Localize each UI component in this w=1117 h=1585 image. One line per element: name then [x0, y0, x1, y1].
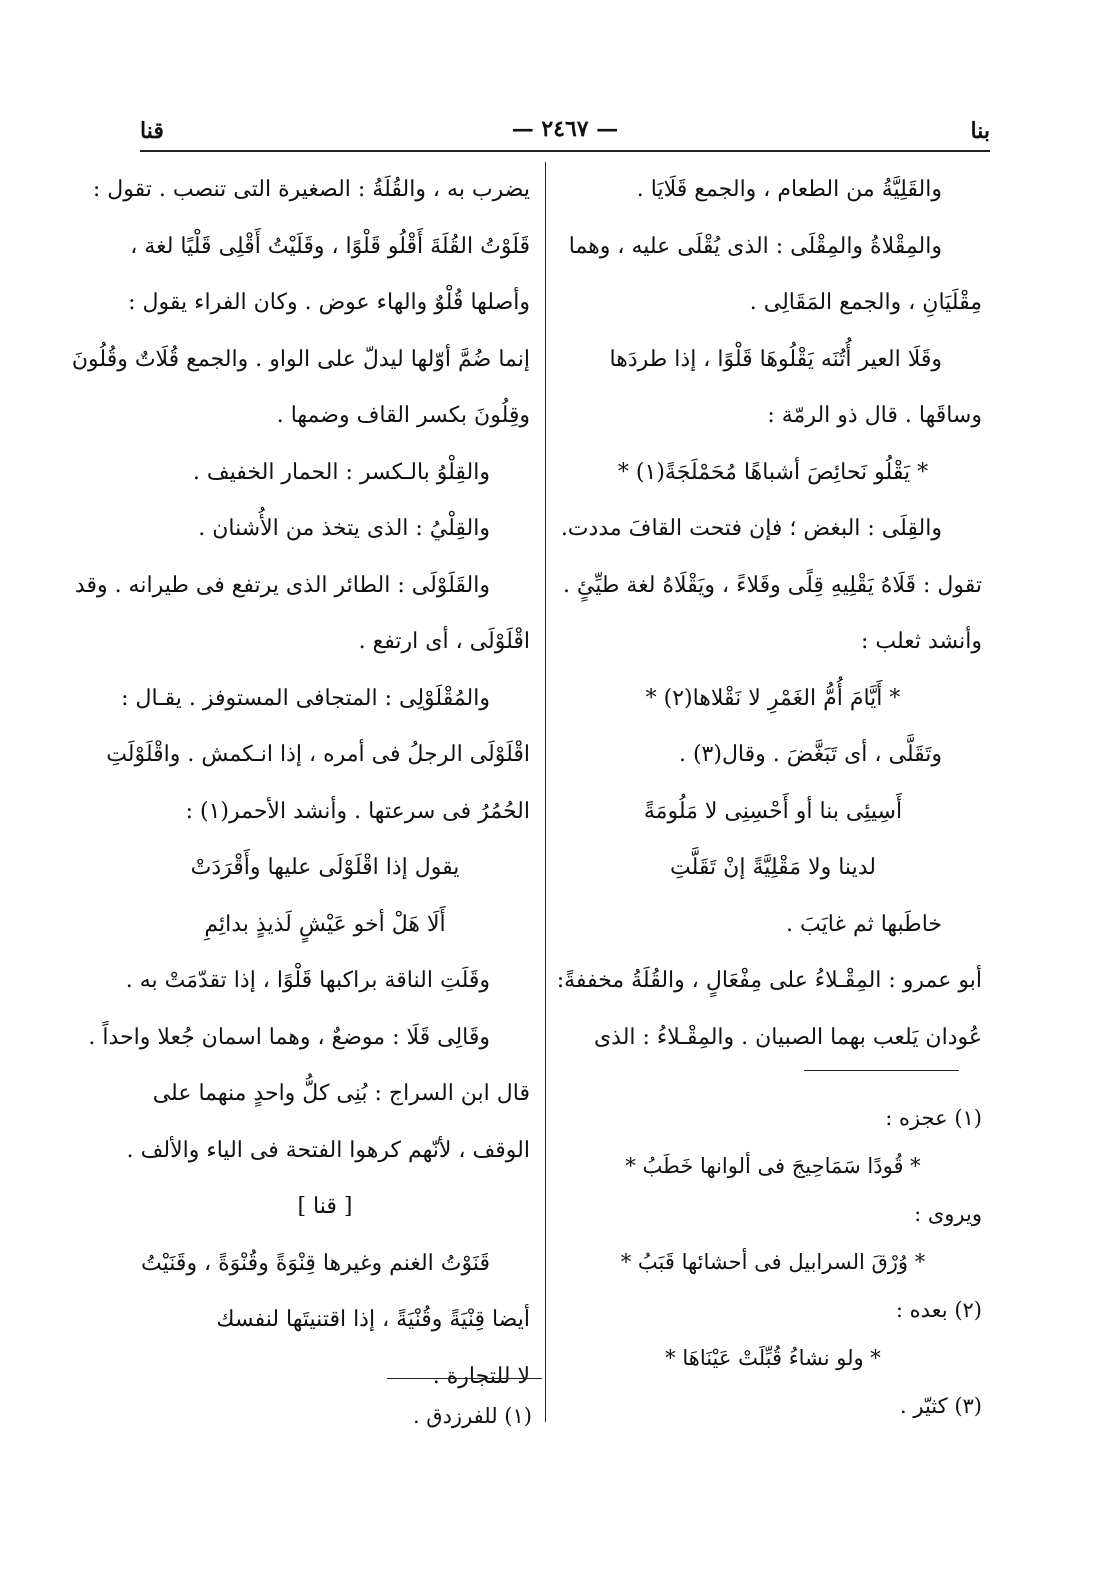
- text-line: قَلَوْتُ القُلَةَ أَقْلُو قَلْوًا ، وقَلَيْتُ أَقْلِى قَلْيًا لغة ،: [130, 233, 530, 259]
- text-line: والمِقْلاةُ والمِقْلَى : الذى يُقْلَى عليه ، وهما: [568, 233, 942, 259]
- text-line: مِقْلَيَانِ ، والجمع المَقَالِى .: [749, 290, 982, 315]
- text-line: الحُمُرُ فى سرعتها . وأنشد الأحمر(١) :: [185, 798, 530, 824]
- text-line: قال ابن السراج : بُنِى كلُّ واحدٍ منهما على: [152, 1081, 530, 1106]
- left-column: [71, 162, 530, 1405]
- verse-line: أَلَا هَلْ أخو عَيْشٍ لَذيذٍ بدائِمِ: [204, 911, 446, 937]
- verse-line: * أَيَّامَ أُمُّ الغَمْرِ لا نَقْلاها(٢) *: [645, 685, 901, 711]
- text-line: عُودان يَلعب بهما الصبيان . والمِقْـلاءُ : الذى: [593, 1024, 982, 1050]
- text-line: أبو عمرو : المِقْـلاءُ على مِفْعَالٍ ، والقُلَةُ مخففةً:: [556, 968, 982, 993]
- footnote-line: (١) للفرزدق .: [412, 1404, 532, 1428]
- header-rule: [140, 150, 990, 152]
- verse-line: أَسِيئِى بنا أو أَحْسِنِى لا مَلُومَةً: [643, 798, 903, 824]
- text-line: أيضا قِنْيَةً وقُنْيَةً ، إذا اقتنيتَها لنفسك: [216, 1307, 530, 1332]
- text-line: وتَقَلَّى ، أى تَبَغَّضَ . وقال(٣) .: [678, 742, 942, 767]
- text-line: قَنَوْتُ الغنم وغيرها قِنْوَةً وقُنْوَةً ، وقَنَيْتُ: [141, 1250, 490, 1276]
- left-footnotes: [122, 1392, 532, 1440]
- text-line: اقْلَوْلَى ، أى ارتفع .: [358, 629, 530, 654]
- text-line: والقَلَوْلَى : الطائر الذى يرتفع فى طيرانه . وقد: [74, 572, 490, 598]
- text-line: تقول : قَلَاهُ يَقْلِيهِ قِلًى وقَلاءً ، ويَقْلَاهُ لغة طيِّئٍ .: [562, 572, 982, 598]
- text-line: وقِلُونَ بكسر القاف وضمها .: [276, 403, 530, 428]
- text-line: والقِلْوُ بالـكسر : الحمار الخفيف .: [192, 459, 490, 485]
- text-line: والقِلَى : البغض ؛ فإن فتحت القافَ مددت.: [560, 516, 942, 541]
- footnote-line: (١) عجزه :: [885, 1106, 982, 1130]
- text-line: لا للتجارة .: [432, 1363, 530, 1389]
- text-line: وقَالِى قَلَا : موضعٌ ، وهما اسمان جُعلا واحداً .: [88, 1024, 490, 1050]
- text-line: وقَلَا العير أُتُنَه يَقْلُوهَا قَلْوًا ، إذا طردَها: [609, 346, 942, 372]
- verse-line: * يَقْلُو نَحائِصَ أشباهًا مُحَمْلَجَةً(١) *: [617, 459, 929, 485]
- verse-line: يقول إذا اقْلَوْلَى عليها وأَقْرَدَتْ: [190, 855, 460, 880]
- footnote-line: * ولو نشاءُ قُبِّلَتْ عَيْنَاهَا *: [665, 1346, 881, 1370]
- text-line: والمُقْلَوْلِى : المتجافى المستوفز . يقـال :: [121, 685, 490, 711]
- text-line: والقَلِيَّةُ من الطعام ، والجمع قَلَايَا .: [636, 177, 942, 202]
- text-line: اقْلَوْلَى الرجلُ فى أمره ، إذا انـكمش . واقْلَوْلَتِ: [106, 742, 530, 767]
- header-left-word: قنا: [140, 118, 164, 144]
- footnote-line: * وُرْقَ السرابيل فى أحشائها قَبَبُ *: [620, 1250, 926, 1274]
- page-number: — ٢٤٦٧ —: [511, 116, 619, 142]
- text-line: وقَلَتِ الناقة براكبها قَلْوًا ، إذا تقدّمَتْ به .: [125, 968, 490, 993]
- text-line: الوقف ، لأنّهم كرهوا الفتحة فى الياء والألف .: [126, 1137, 530, 1163]
- page-header: [140, 112, 990, 148]
- footnote-line: * قُودًا سَمَاحِيجَ فى ألوانها خَطَبُ *: [625, 1154, 921, 1178]
- text-line: خاطَبها ثم غايَبَ .: [786, 911, 942, 937]
- header-right-word: بنا: [970, 118, 990, 144]
- footnote-line: (٢) بعده :: [895, 1298, 982, 1322]
- footnote-rule: [387, 1378, 542, 1379]
- footnote-line: ويروى :: [914, 1202, 982, 1226]
- footnote-line: (٣) كثيّر .: [900, 1394, 982, 1418]
- section-heading: [ قنا ]: [297, 1194, 353, 1219]
- text-line: وساقَها . قال ذو الرمّة :: [767, 403, 982, 428]
- right-column: [556, 162, 982, 1066]
- text-line: إنما ضُمَّ أوّلها ليدلّ على الواو . والجمع قُلَاتٌ وقُلُونَ: [71, 346, 530, 372]
- footnote-rule: [804, 1070, 959, 1071]
- text-line: وأنشد ثعلب :: [860, 629, 982, 654]
- text-line: يضرب به ، والقُلَةُ : الصغيرة التى تنصب . تقول :: [92, 177, 530, 202]
- right-footnotes: [564, 1094, 982, 1430]
- verse-line: لدينا ولا مَقْلِيَّةً إنْ تَقَلَّتِ: [670, 855, 876, 880]
- column-separator: [545, 162, 546, 1422]
- text-line: وأصلها قُلْوٌ والهاء عوض . وكان الفراء يقول :: [128, 290, 530, 315]
- text-line: والقِلْيُ : الذى يتخذ من الأُشنان .: [198, 516, 490, 541]
